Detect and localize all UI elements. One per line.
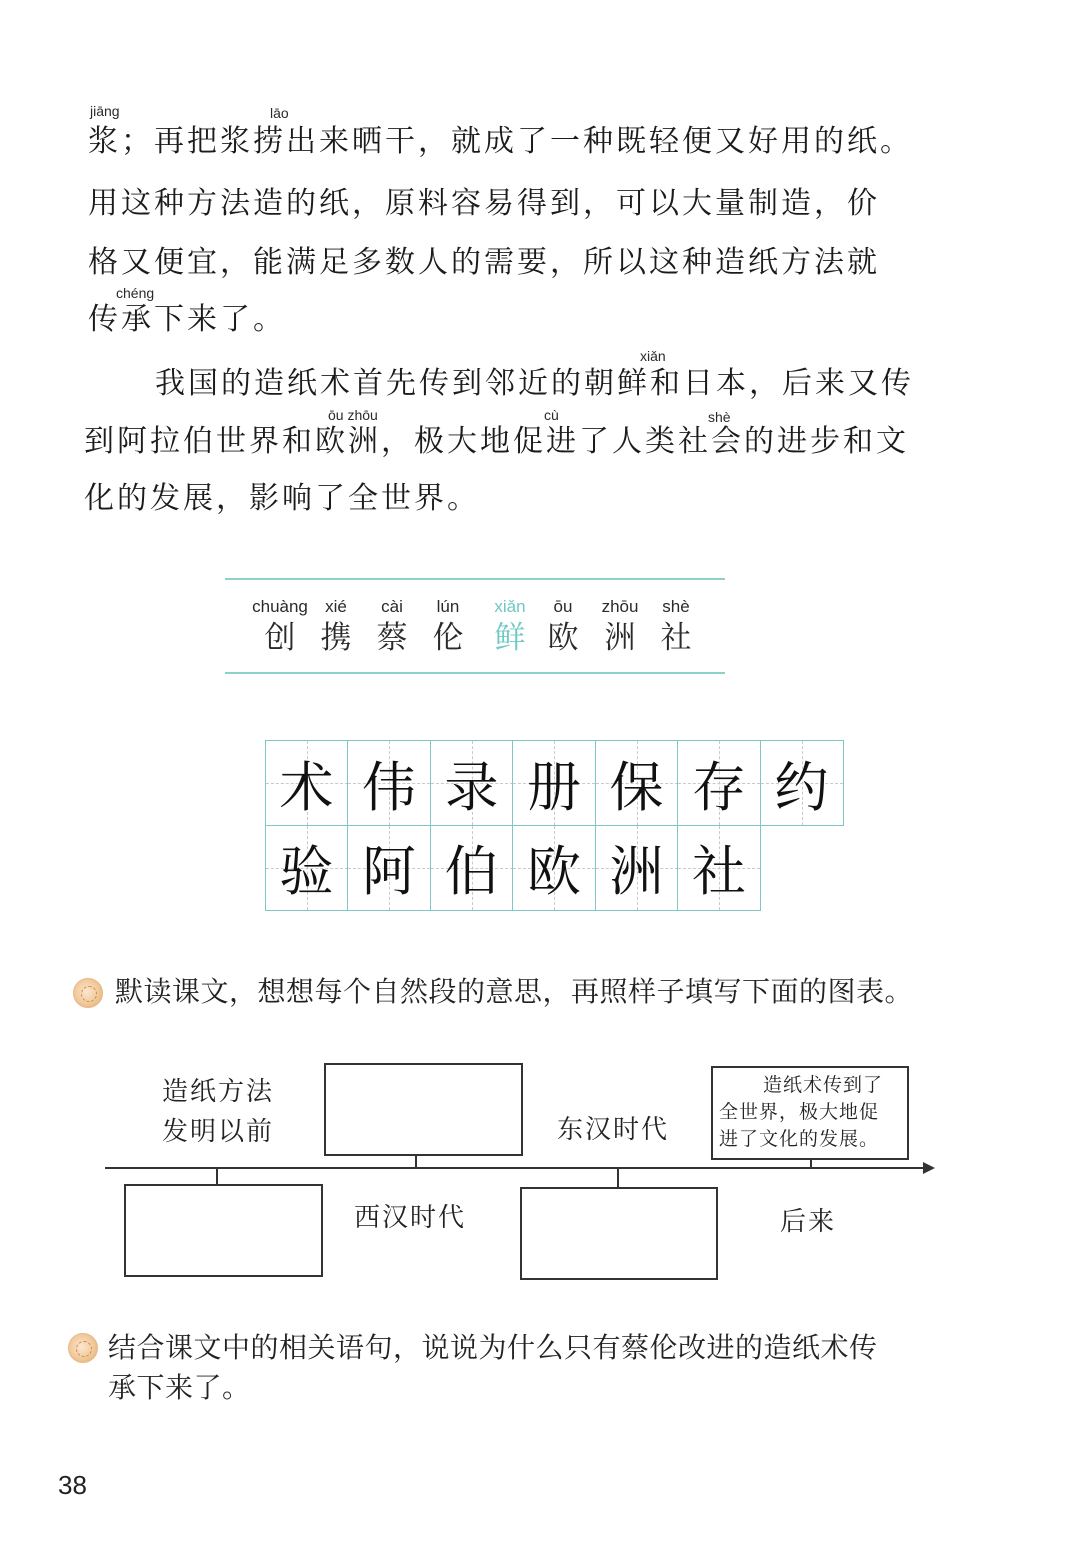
answer-box-lower-2[interactable] bbox=[520, 1187, 718, 1280]
grid-char: 保 bbox=[609, 755, 664, 819]
new-word-char: 蔡 bbox=[376, 620, 408, 656]
new-word-pinyin: zhōu bbox=[601, 597, 639, 616]
passage-line-5: 我国的造纸术首先传到邻近的朝鲜和日本，后来又传 bbox=[155, 366, 914, 401]
grid-cell bbox=[265, 825, 349, 911]
grid-char: 册 bbox=[527, 755, 581, 819]
grid-char: 洲 bbox=[609, 840, 664, 903]
new-word-8 bbox=[646, 596, 706, 658]
new-word-char: 伦 bbox=[432, 620, 464, 656]
new-word-char: 社 bbox=[660, 620, 692, 656]
timeline-label-before-line2: 发明以前 bbox=[162, 1117, 275, 1147]
exercise-badge-icon bbox=[68, 1333, 98, 1363]
new-word-pinyin: lún bbox=[436, 597, 460, 616]
pinyin-ou-zhou: ōu zhōu bbox=[328, 407, 378, 423]
grid-cell bbox=[265, 740, 349, 826]
answer-box-upper-1[interactable] bbox=[324, 1063, 523, 1156]
grid-cell bbox=[512, 740, 596, 826]
example-line-2: 全世界，极大地促 bbox=[719, 1101, 880, 1123]
new-word-2 bbox=[306, 596, 366, 658]
timeline-label-later: 后来 bbox=[780, 1207, 837, 1237]
grid-cell bbox=[430, 740, 514, 826]
new-word-pinyin: ōu bbox=[553, 597, 573, 616]
new-word-char: 鲜 bbox=[494, 620, 526, 656]
passage-line-6: 到阿拉伯世界和欧洲，极大地促进了人类社会的进步和文 bbox=[84, 424, 909, 459]
example-answer-box bbox=[711, 1066, 909, 1160]
exercise-2-text-line1: 结合课文中的相关语句，说说为什么只有蔡伦改进的造纸术传 bbox=[108, 1331, 878, 1364]
grid-char: 欧 bbox=[527, 840, 581, 903]
new-word-7 bbox=[590, 596, 650, 658]
new-word-char: 洲 bbox=[604, 620, 636, 656]
timeline-connector bbox=[216, 1169, 218, 1185]
grid-cell bbox=[677, 825, 761, 911]
new-word-3 bbox=[362, 596, 422, 658]
pinyin-cheng: chéng bbox=[116, 285, 155, 301]
grid-char: 伟 bbox=[362, 755, 416, 819]
timeline-label-before-line1: 造纸方法 bbox=[162, 1077, 275, 1107]
pinyin-cu: cù bbox=[544, 407, 559, 423]
timeline-axis bbox=[105, 1167, 927, 1169]
new-word-4 bbox=[418, 596, 478, 658]
new-word-char: 携 bbox=[320, 620, 352, 656]
new-word-pinyin: cài bbox=[381, 597, 403, 616]
grid-char: 存 bbox=[692, 755, 746, 819]
timeline-label-eastern-han: 东汉时代 bbox=[557, 1115, 670, 1145]
passage-line-4: 传承下来了。 bbox=[88, 302, 286, 337]
pinyin-she: shè bbox=[708, 409, 731, 425]
grid-char: 录 bbox=[444, 755, 499, 819]
grid-cell bbox=[595, 740, 679, 826]
exercise-2-text-line2: 承下来了。 bbox=[108, 1371, 251, 1404]
grid-cell bbox=[512, 825, 596, 911]
passage-line-3: 格又便宜，能满足多数人的需要，所以这种造纸方法就 bbox=[88, 245, 880, 280]
grid-cell bbox=[677, 740, 761, 826]
passage-line-1: 浆；再把浆捞出来晒干，就成了一种既轻便又好用的纸。 bbox=[88, 124, 913, 159]
grid-row-2 bbox=[266, 825, 761, 911]
example-line-3: 进了文化的发展。 bbox=[719, 1128, 880, 1150]
exercise-1-text: 默读课文，想想每个自然段的意思，再照样子填写下面的图表。 bbox=[115, 975, 914, 1008]
timeline-connector bbox=[617, 1169, 619, 1187]
exercise-badge-icon bbox=[73, 978, 103, 1008]
grid-cell bbox=[595, 825, 679, 911]
pinyin-jiang: jiāng bbox=[90, 103, 120, 119]
example-line-1: 造纸术传到了 bbox=[763, 1074, 884, 1096]
grid-char: 伯 bbox=[444, 840, 499, 903]
new-word-1 bbox=[250, 596, 310, 658]
grid-cell bbox=[430, 825, 514, 911]
pinyin-lao: lāo bbox=[270, 105, 289, 121]
strip-bottom-rule bbox=[225, 672, 725, 674]
new-word-6 bbox=[533, 596, 593, 658]
grid-char: 阿 bbox=[362, 840, 416, 903]
grid-char: 社 bbox=[692, 840, 746, 903]
passage-line-2: 用这种方法造的纸，原料容易得到，可以大量制造，价 bbox=[88, 186, 880, 221]
answer-box-lower-1[interactable] bbox=[124, 1184, 323, 1277]
new-word-pinyin: shè bbox=[662, 597, 690, 616]
new-word-5-highlighted bbox=[480, 596, 540, 658]
arrow-right-icon bbox=[923, 1162, 935, 1174]
pinyin-xian: xiǎn bbox=[640, 348, 666, 364]
new-word-pinyin: chuàng bbox=[252, 597, 308, 616]
grid-cell bbox=[760, 740, 844, 826]
grid-char: 约 bbox=[774, 755, 829, 819]
grid-row-1 bbox=[266, 740, 844, 826]
grid-cell bbox=[347, 740, 431, 826]
timeline-label-western-han: 西汉时代 bbox=[354, 1203, 467, 1233]
new-word-pinyin: xiǎn bbox=[494, 597, 526, 616]
grid-char: 验 bbox=[279, 840, 334, 903]
grid-char: 术 bbox=[279, 755, 334, 819]
passage-line-7: 化的发展，影响了全世界。 bbox=[84, 481, 480, 516]
new-word-char: 欧 bbox=[547, 620, 579, 656]
new-word-pinyin: xié bbox=[325, 597, 347, 616]
new-word-char: 创 bbox=[264, 620, 296, 656]
strip-top-rule bbox=[225, 578, 725, 580]
grid-cell bbox=[347, 825, 431, 911]
page-number: 38 bbox=[58, 1470, 87, 1500]
